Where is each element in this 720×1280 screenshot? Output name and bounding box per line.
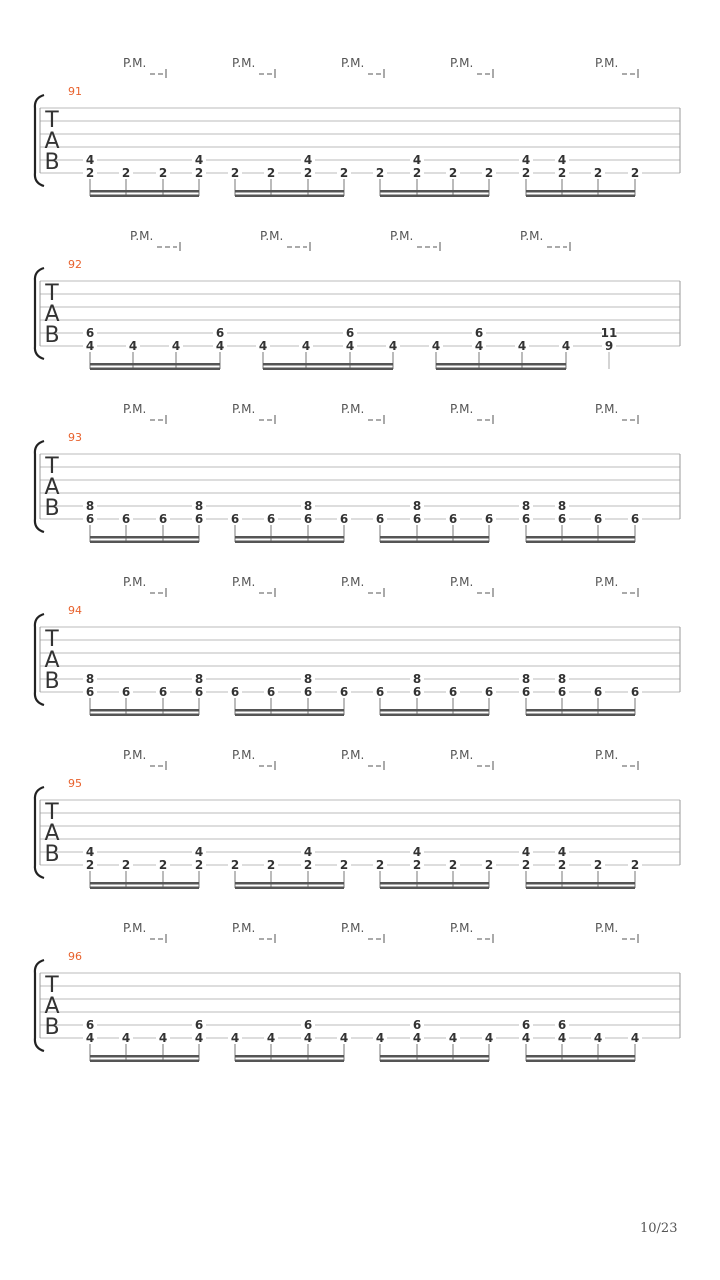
beam [90,195,199,198]
fret-number: 4 [375,1031,385,1045]
fret-number: 4 [194,845,204,859]
fret-number: 4 [339,1031,349,1045]
fret-number: 4 [303,1031,313,1045]
beam [526,541,635,544]
fret-number: 6 [521,1018,531,1032]
beam [90,363,220,366]
tab-system [35,575,680,716]
fret-number: 6 [230,685,240,699]
bar-number: 95 [68,777,82,790]
fret-number: 4 [557,845,567,859]
fret-number: 4 [521,1031,531,1045]
beam [380,190,489,193]
system-bracket [35,614,44,705]
beam [526,1060,635,1063]
fret-number: 2 [85,858,95,872]
beam [526,195,635,198]
fret-number: 4 [412,153,422,167]
fret-number: 4 [158,1031,168,1045]
fret-number: 6 [593,512,603,526]
system-bracket [35,268,44,359]
tab-clef-letter: T [45,973,59,998]
fret-number: 4 [303,153,313,167]
bar-number: 94 [68,604,82,617]
system-bracket [35,95,44,186]
fret-number: 6 [412,685,422,699]
palm-mute-label: P.M. [260,229,284,243]
fret-number: 2 [557,858,567,872]
fret-number: 4 [345,339,355,353]
fret-number: 8 [85,672,95,686]
fret-number: 11 [600,326,618,340]
tab-clef-letter: B [44,842,60,867]
fret-number: 2 [303,166,313,180]
bar-number: 96 [68,950,82,963]
palm-mute-label: P.M. [341,921,365,935]
fret-number: 2 [557,166,567,180]
fret-number: 6 [484,512,494,526]
fret-number: 4 [593,1031,603,1045]
fret-number: 6 [158,685,168,699]
fret-number: 4 [431,339,441,353]
fret-number: 4 [521,153,531,167]
beam [526,190,635,193]
page-number: 10/23 [640,1221,678,1236]
fret-number: 6 [303,685,313,699]
fret-number: 8 [194,499,204,513]
fret-number: 4 [521,845,531,859]
fret-number: 2 [630,166,640,180]
fret-number: 6 [194,685,204,699]
tab-clef-letter: B [44,323,60,348]
fret-number: 2 [412,166,422,180]
beam [235,195,344,198]
fret-number: 8 [557,499,567,513]
fret-number: 2 [630,858,640,872]
tab-system [35,229,680,370]
fret-number: 6 [85,685,95,699]
fret-number: 6 [375,685,385,699]
beam [436,368,566,371]
fret-number: 9 [604,339,614,353]
fret-number: 6 [158,512,168,526]
palm-mute-label: P.M. [341,56,365,70]
palm-mute-label: P.M. [450,402,474,416]
fret-number: 4 [474,339,484,353]
beam [380,536,489,539]
beam [263,363,393,366]
system-bracket [35,441,44,532]
fret-number: 4 [194,1031,204,1045]
fret-number: 4 [128,339,138,353]
tab-system [35,402,680,543]
fret-number: 2 [484,166,494,180]
fret-number: 4 [557,153,567,167]
beam [380,887,489,890]
fret-number: 2 [448,166,458,180]
tab-clef-letter: B [44,669,60,694]
fret-number: 6 [194,512,204,526]
beam [526,536,635,539]
fret-number: 2 [230,166,240,180]
fret-number: 4 [85,845,95,859]
fret-number: 6 [345,326,355,340]
fret-number: 2 [121,858,131,872]
fret-number: 6 [448,685,458,699]
beam [90,541,199,544]
beam [380,709,489,712]
fret-number: 6 [557,512,567,526]
tab-clef-letter: A [44,994,60,1019]
fret-number: 2 [375,858,385,872]
fret-number: 2 [593,166,603,180]
fret-number: 6 [85,326,95,340]
fret-number: 4 [85,1031,95,1045]
beam [235,714,344,717]
fret-number: 8 [521,499,531,513]
beam [90,1055,199,1058]
palm-mute-label: P.M. [450,56,474,70]
beam [526,887,635,890]
fret-number: 2 [230,858,240,872]
tab-clef-letter: T [45,627,59,652]
fret-number: 8 [194,672,204,686]
fret-number: 6 [630,685,640,699]
palm-mute-label: P.M. [123,921,147,935]
palm-mute-label: P.M. [123,56,147,70]
beam [90,709,199,712]
palm-mute-label: P.M. [595,921,619,935]
beam [90,190,199,193]
fret-number: 8 [521,672,531,686]
beam [380,882,489,885]
fret-number: 2 [412,858,422,872]
beam [90,536,199,539]
palm-mute-label: P.M. [341,748,365,762]
beam [90,714,199,717]
fret-number: 6 [557,1018,567,1032]
fret-number: 8 [412,499,422,513]
beam [235,536,344,539]
bar-number: 91 [68,85,82,98]
fret-number: 4 [630,1031,640,1045]
beam [235,882,344,885]
beam [526,882,635,885]
beam [235,709,344,712]
beam [90,882,199,885]
palm-mute-label: P.M. [123,575,147,589]
fret-number: 4 [215,339,225,353]
tab-system [35,56,680,197]
fret-number: 4 [412,1031,422,1045]
fret-number: 6 [266,685,276,699]
fret-number: 8 [412,672,422,686]
beam [90,368,220,371]
palm-mute-label: P.M. [232,921,256,935]
beam [263,368,393,371]
fret-number: 4 [258,339,268,353]
beam [235,1055,344,1058]
fret-number: 6 [448,512,458,526]
fret-number: 4 [388,339,398,353]
fret-number: 6 [215,326,225,340]
palm-mute-label: P.M. [123,748,147,762]
tab-clef-letter: B [44,150,60,175]
beam [235,1060,344,1063]
fret-number: 6 [521,512,531,526]
fret-number: 2 [158,858,168,872]
tab-clef-letter: A [44,821,60,846]
fret-number: 6 [375,512,385,526]
fret-number: 4 [448,1031,458,1045]
tab-clef-letter: T [45,454,59,479]
fret-number: 6 [521,685,531,699]
fret-number: 6 [85,1018,95,1032]
fret-number: 2 [339,166,349,180]
palm-mute-label: P.M. [450,921,474,935]
fret-number: 2 [521,858,531,872]
palm-mute-label: P.M. [232,56,256,70]
tab-clef-letter: A [44,302,60,327]
palm-mute-label: P.M. [123,402,147,416]
fret-number: 2 [266,166,276,180]
bar-number: 93 [68,431,82,444]
fret-number: 8 [303,672,313,686]
palm-mute-label: P.M. [232,575,256,589]
fret-number: 6 [412,512,422,526]
beam [90,887,199,890]
fret-number: 6 [484,685,494,699]
fret-number: 6 [339,512,349,526]
fret-number: 6 [194,1018,204,1032]
palm-mute-label: P.M. [341,402,365,416]
fret-number: 6 [593,685,603,699]
palm-mute-label: P.M. [450,575,474,589]
fret-number: 2 [303,858,313,872]
tab-clef-letter: T [45,800,59,825]
fret-number: 6 [630,512,640,526]
palm-mute-label: P.M. [595,56,619,70]
fret-number: 8 [85,499,95,513]
beam [380,541,489,544]
beam [380,1060,489,1063]
fret-number: 8 [557,672,567,686]
fret-number: 6 [121,512,131,526]
tab-clef-letter: A [44,129,60,154]
palm-mute-label: P.M. [130,229,154,243]
fret-number: 4 [266,1031,276,1045]
beam [235,887,344,890]
fret-number: 4 [301,339,311,353]
palm-mute-label: P.M. [595,575,619,589]
tab-clef-letter: B [44,1015,60,1040]
fret-number: 2 [194,166,204,180]
beam [526,714,635,717]
fret-number: 2 [521,166,531,180]
palm-mute-label: P.M. [232,402,256,416]
palm-mute-label: P.M. [450,748,474,762]
fret-number: 6 [85,512,95,526]
fret-number: 6 [303,512,313,526]
tab-clef-letter: B [44,496,60,521]
fret-number: 4 [303,845,313,859]
fret-number: 6 [474,326,484,340]
tab-clef-letter: T [45,281,59,306]
fret-number: 4 [85,339,95,353]
system-bracket [35,960,44,1051]
beam [380,714,489,717]
palm-mute-label: P.M. [595,402,619,416]
fret-number: 2 [266,858,276,872]
fret-number: 2 [194,858,204,872]
fret-number: 4 [85,153,95,167]
beam [380,1055,489,1058]
fret-number: 4 [230,1031,240,1045]
beam [90,1060,199,1063]
fret-number: 6 [412,1018,422,1032]
fret-number: 6 [230,512,240,526]
fret-number: 4 [484,1031,494,1045]
beam [526,1055,635,1058]
fret-number: 2 [121,166,131,180]
fret-number: 6 [121,685,131,699]
beam [235,190,344,193]
fret-number: 4 [121,1031,131,1045]
fret-number: 4 [517,339,527,353]
fret-number: 2 [448,858,458,872]
tab-clef-letter: A [44,475,60,500]
bar-number: 92 [68,258,82,271]
system-bracket [35,787,44,878]
palm-mute-label: P.M. [341,575,365,589]
tab-clef-letter: T [45,108,59,133]
beam [235,541,344,544]
palm-mute-label: P.M. [232,748,256,762]
fret-number: 6 [303,1018,313,1032]
fret-number: 8 [303,499,313,513]
tab-system [35,748,680,889]
beam [436,363,566,366]
palm-mute-label: P.M. [595,748,619,762]
fret-number: 4 [557,1031,567,1045]
fret-number: 4 [194,153,204,167]
fret-number: 2 [375,166,385,180]
fret-number: 2 [158,166,168,180]
beam [526,709,635,712]
fret-number: 2 [339,858,349,872]
palm-mute-label: P.M. [390,229,414,243]
fret-number: 6 [266,512,276,526]
fret-number: 6 [339,685,349,699]
beam [380,195,489,198]
fret-number: 6 [557,685,567,699]
fret-number: 4 [412,845,422,859]
fret-number: 2 [593,858,603,872]
fret-number: 2 [85,166,95,180]
fret-number: 4 [561,339,571,353]
fret-number: 2 [484,858,494,872]
tab-system [35,921,680,1062]
tab-clef-letter: A [44,648,60,673]
palm-mute-label: P.M. [520,229,544,243]
fret-number: 4 [171,339,181,353]
